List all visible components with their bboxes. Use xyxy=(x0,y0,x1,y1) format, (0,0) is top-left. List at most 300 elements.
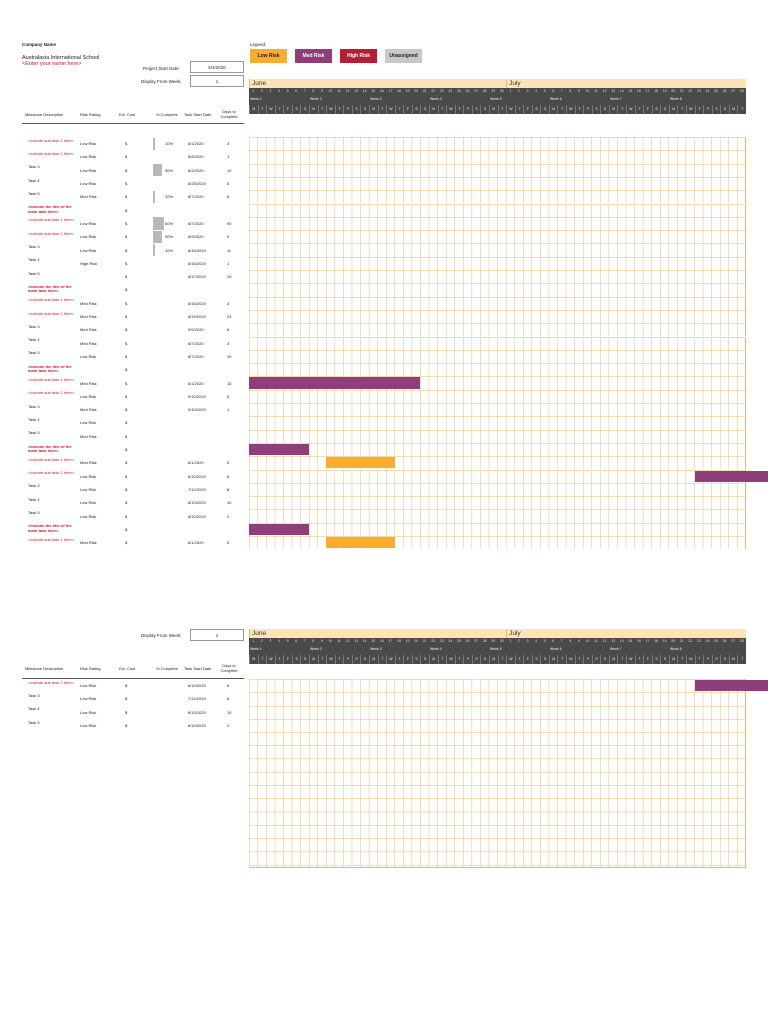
weekday-letter: M xyxy=(369,655,378,664)
est-cost[interactable]: $ xyxy=(125,709,128,715)
gantt-row-cells[interactable] xyxy=(249,190,746,203)
complete-bar xyxy=(153,191,155,203)
task-start-date[interactable]: 8/16/2020 xyxy=(188,300,206,306)
day-number: 22 xyxy=(688,639,693,643)
task-description[interactable]: <Include sub task 2 here> xyxy=(28,150,75,156)
task-row[interactable] xyxy=(22,297,746,310)
gantt-row-cells[interactable] xyxy=(249,310,746,323)
gantt-row-cells[interactable] xyxy=(249,337,746,350)
task-start-date[interactable]: 9/9/2020 xyxy=(188,327,204,333)
day-number: 13 xyxy=(611,89,616,93)
task-description[interactable]: Task 5 xyxy=(28,719,40,725)
task-description[interactable]: <Include sub task 2 here> xyxy=(28,390,75,396)
task-row[interactable] xyxy=(22,692,746,705)
task-description[interactable]: <Include the title of the main task here> xyxy=(28,283,72,294)
days-to-complete[interactable]: 24 xyxy=(227,314,232,320)
task-row[interactable] xyxy=(22,403,746,416)
task-row[interactable] xyxy=(22,470,746,483)
task-row[interactable] xyxy=(22,177,746,190)
task-start-date[interactable]: 8/7/2020 xyxy=(188,194,204,200)
gantt-row-cells[interactable] xyxy=(249,376,746,389)
day-number: 11 xyxy=(594,639,598,643)
gantt-row-cells[interactable] xyxy=(249,230,746,243)
task-description[interactable]: Task 5 xyxy=(28,510,40,516)
weekday-letter: W xyxy=(386,655,395,664)
risk-rating[interactable]: Low Risk xyxy=(80,154,97,160)
task-description[interactable]: <Include the title of the main task here> xyxy=(28,204,72,214)
gantt-row-cells[interactable] xyxy=(249,323,746,336)
risk-rating[interactable]: Med Risk xyxy=(80,300,97,306)
gantt-task-bar[interactable] xyxy=(326,537,395,548)
gantt-row-cells[interactable] xyxy=(249,257,746,270)
gantt-task-bar[interactable] xyxy=(695,680,768,691)
day-number: 12 xyxy=(345,89,350,93)
task-row[interactable] xyxy=(22,523,746,536)
day-number: 19 xyxy=(662,639,667,643)
days-to-complete[interactable]: 6 xyxy=(227,327,230,333)
task-description[interactable]: Task 5 xyxy=(28,190,40,196)
gantt-row-cells[interactable] xyxy=(249,297,746,310)
weekday-letter: T xyxy=(617,105,626,114)
task-row[interactable] xyxy=(22,679,746,692)
est-cost[interactable]: $ xyxy=(125,367,128,373)
task-row[interactable] xyxy=(22,150,746,163)
percent-complete[interactable]: 50% xyxy=(165,167,174,173)
weekday-letter: T xyxy=(677,655,686,664)
risk-rating[interactable]: Low Risk xyxy=(80,683,97,689)
task-row[interactable] xyxy=(22,337,746,350)
est-cost[interactable]: $ xyxy=(125,194,128,200)
days-to-complete[interactable]: 8 xyxy=(227,696,230,702)
your-name-field[interactable]: <Enter your name here> xyxy=(22,61,82,67)
task-row[interactable] xyxy=(22,164,746,177)
percent-complete[interactable]: 60% xyxy=(165,220,174,226)
day-number: 11 xyxy=(594,89,598,93)
risk-rating[interactable]: Med Risk xyxy=(80,314,97,320)
risk-rating[interactable]: Low Risk xyxy=(80,167,97,173)
days-to-complete[interactable]: 9 xyxy=(227,234,230,240)
est-cost[interactable]: $ xyxy=(125,486,128,492)
days-to-complete[interactable]: 11 xyxy=(227,247,232,253)
gantt-row-cells[interactable] xyxy=(249,483,746,496)
est-cost[interactable]: $ xyxy=(125,513,128,519)
weekday-letter: S xyxy=(532,105,541,114)
task-start-date[interactable]: 6/10/2020 xyxy=(188,683,206,689)
days-to-complete[interactable]: 2 xyxy=(227,513,230,519)
days-to-complete[interactable]: 90 xyxy=(227,220,232,226)
gantt-row-cells[interactable] xyxy=(249,416,746,429)
est-cost[interactable]: $ xyxy=(125,447,128,453)
task-start-date[interactable]: 8/9/2020 xyxy=(188,234,204,240)
day-number: 29 xyxy=(491,639,496,643)
risk-rating[interactable]: Low Risk xyxy=(80,473,97,479)
est-cost[interactable]: $ xyxy=(125,473,128,479)
task-description[interactable]: Task 5 xyxy=(28,270,40,276)
risk-rating[interactable]: Med Risk xyxy=(80,380,97,386)
task-row[interactable] xyxy=(22,456,746,469)
weekday-letter: T xyxy=(617,655,626,664)
est-cost[interactable]: $ xyxy=(125,141,128,147)
weekday-letter: M xyxy=(489,105,498,114)
complete-bar xyxy=(153,231,162,243)
day-number: 28 xyxy=(482,639,487,643)
gantt-row-cells[interactable] xyxy=(249,496,746,509)
days-to-complete[interactable]: 3 xyxy=(227,141,230,147)
col-milestone-2: Milestone Description xyxy=(25,666,64,671)
risk-rating[interactable]: Low Risk xyxy=(80,141,97,147)
risk-rating[interactable]: Med Risk xyxy=(80,407,97,413)
est-cost[interactable]: $ xyxy=(125,500,128,506)
risk-rating[interactable]: Med Risk xyxy=(80,340,97,346)
task-start-date[interactable]: 8/7/2020 xyxy=(188,220,204,226)
task-row[interactable] xyxy=(22,350,746,363)
est-cost[interactable]: $ xyxy=(125,154,128,160)
task-row[interactable] xyxy=(22,257,746,270)
est-cost[interactable]: $ xyxy=(125,207,128,213)
task-start-date[interactable]: 8/10/2020 xyxy=(188,500,206,506)
day-number: 3 xyxy=(269,639,272,643)
task-row[interactable] xyxy=(22,443,746,456)
gantt-row-cells[interactable] xyxy=(249,719,746,732)
percent-complete[interactable]: 10% xyxy=(165,141,174,147)
risk-rating[interactable]: Low Risk xyxy=(80,220,97,226)
week-label: Week 1 xyxy=(250,647,262,651)
task-start-date[interactable]: 8/10/2020 xyxy=(188,513,206,519)
gantt-task-bar[interactable] xyxy=(249,524,309,535)
risk-rating[interactable]: Med Risk xyxy=(80,540,97,546)
days-to-complete[interactable]: 3 xyxy=(227,340,230,346)
risk-rating[interactable]: Med Risk xyxy=(80,433,97,439)
gantt-row-cells[interactable] xyxy=(249,150,746,163)
task-row[interactable] xyxy=(22,536,746,549)
day-number: 13 xyxy=(354,89,359,93)
est-cost[interactable]: $ xyxy=(125,526,128,532)
est-cost[interactable]: $ xyxy=(125,380,128,386)
task-start-date[interactable]: 8/7/2020 xyxy=(188,340,204,346)
task-start-date[interactable]: 8/17/2020 xyxy=(188,274,206,280)
gantt-row-cells[interactable] xyxy=(249,509,746,522)
days-to-complete[interactable]: 10 xyxy=(227,167,232,173)
task-start-date[interactable]: 8/16/2020 xyxy=(188,260,206,266)
task-description[interactable]: Task 5 xyxy=(28,350,40,356)
task-start-date[interactable]: 6/1/2020 xyxy=(188,540,204,546)
task-description[interactable]: <Include sub task 2 here> xyxy=(28,310,75,316)
task-row[interactable] xyxy=(22,719,746,732)
task-row[interactable] xyxy=(22,243,746,256)
est-cost[interactable]: $ xyxy=(125,260,128,266)
est-cost[interactable]: $ xyxy=(125,433,128,439)
col-complete-2: % Complete xyxy=(156,666,178,671)
days-to-complete[interactable]: 6 xyxy=(227,473,230,479)
est-cost[interactable]: $ xyxy=(125,540,128,546)
task-description[interactable]: <Include sub task 1 here> xyxy=(28,297,75,303)
task-description[interactable]: <Include sub task 2 here> xyxy=(28,470,75,476)
weekday-letter: W xyxy=(506,105,515,114)
gantt-task-bar[interactable] xyxy=(695,471,768,482)
task-description[interactable]: <Include the title of the main task here> xyxy=(28,363,72,374)
task-description[interactable]: Task 5 xyxy=(28,430,40,436)
task-start-date[interactable]: 8/16/2020 xyxy=(188,247,206,253)
risk-rating[interactable]: Low Risk xyxy=(80,234,97,240)
day-number: 4 xyxy=(535,639,538,643)
risk-rating[interactable]: Med Risk xyxy=(80,327,97,333)
weekday-letter: S xyxy=(352,105,361,114)
gantt-row-cells[interactable] xyxy=(249,283,746,296)
day-number: 29 xyxy=(491,89,496,93)
day-number: 5 xyxy=(286,639,289,643)
percent-complete[interactable]: 10% xyxy=(165,194,174,200)
days-to-complete[interactable]: 5 xyxy=(227,393,230,399)
task-start-date[interactable]: 7/12/2020 xyxy=(188,696,206,702)
est-cost[interactable]: $ xyxy=(125,300,128,306)
task-row[interactable] xyxy=(22,270,746,283)
weekday-letter: S xyxy=(720,655,729,664)
day-number: 21 xyxy=(679,639,684,643)
task-start-date[interactable]: 8/8/2020 xyxy=(188,154,204,160)
day-number: 7 xyxy=(560,639,563,643)
task-description[interactable]: <Include sub task 1 here> xyxy=(28,137,75,143)
task-start-date[interactable]: 6/1/2020 xyxy=(188,460,204,466)
task-description[interactable]: Task 4 xyxy=(28,496,40,502)
est-cost[interactable]: $ xyxy=(125,220,128,226)
est-cost[interactable]: $ xyxy=(125,340,128,346)
est-cost[interactable]: $ xyxy=(125,274,128,280)
est-cost[interactable]: $ xyxy=(125,287,128,293)
weekday-letter: W xyxy=(686,105,695,114)
task-description[interactable]: Task 3 xyxy=(28,244,40,250)
task-description[interactable]: Task 3 xyxy=(28,403,40,409)
task-row[interactable] xyxy=(22,430,746,443)
legend xyxy=(250,49,430,63)
task-description[interactable]: Task 3 xyxy=(28,483,40,489)
days-to-complete[interactable]: 10 xyxy=(227,709,232,715)
task-row[interactable] xyxy=(22,230,746,243)
task-row[interactable] xyxy=(22,390,746,403)
task-row[interactable] xyxy=(22,283,746,296)
weekday-letter: T xyxy=(275,655,284,664)
days-to-complete[interactable]: 26 xyxy=(227,274,232,280)
gantt-row-cells[interactable] xyxy=(249,363,746,376)
risk-rating[interactable]: Low Risk xyxy=(80,696,97,702)
est-cost[interactable]: $ xyxy=(125,234,128,240)
task-description[interactable]: <Include the title of the main task here> xyxy=(28,443,72,454)
task-description[interactable]: <Include sub task 2 here> xyxy=(28,230,75,236)
day-number: 4 xyxy=(278,639,280,643)
days-to-complete[interactable]: 6 xyxy=(227,683,230,689)
days-to-complete[interactable]: 5 xyxy=(227,460,230,466)
task-start-date[interactable]: 8/1/2020 xyxy=(188,141,204,147)
weekday-letter: S xyxy=(292,105,301,114)
gantt-row-cells[interactable] xyxy=(249,470,746,483)
day-number: 12 xyxy=(602,639,607,643)
gantt-row-cells[interactable] xyxy=(249,204,746,217)
percent-complete[interactable]: 50% xyxy=(165,234,174,240)
day-number: 26 xyxy=(722,639,727,643)
gantt-task-bar[interactable] xyxy=(326,457,395,468)
gantt-row-cells[interactable] xyxy=(249,523,746,536)
gantt-row-cells[interactable] xyxy=(249,243,746,256)
weekday-letter: W xyxy=(326,105,335,114)
est-cost[interactable]: $ xyxy=(125,723,128,729)
weekday-letter: S xyxy=(592,105,601,114)
task-start-date[interactable]: 8/19/2020 xyxy=(188,314,206,320)
gantt-row-cells[interactable] xyxy=(249,692,746,705)
task-row[interactable] xyxy=(22,217,746,230)
task-description[interactable]: Task 4 xyxy=(28,416,40,422)
days-to-complete[interactable]: 4 xyxy=(227,300,230,306)
est-cost[interactable]: $ xyxy=(125,353,128,359)
weekday-letter: F xyxy=(583,655,592,664)
task-description[interactable]: <Include sub task 1 here> xyxy=(28,377,75,383)
task-start-date[interactable]: 9/10/2020 xyxy=(188,407,206,413)
weekday-letter: T xyxy=(438,105,447,114)
task-start-date[interactable]: 8/10/2020 xyxy=(188,709,206,715)
est-cost[interactable]: $ xyxy=(125,407,128,413)
est-cost[interactable]: $ xyxy=(125,181,128,187)
project-start-input[interactable]: 6/1/2020 xyxy=(190,61,244,73)
risk-rating[interactable]: Low Risk xyxy=(80,486,97,492)
est-cost[interactable]: $ xyxy=(125,696,128,702)
task-start-date[interactable]: 9/10/2020 xyxy=(188,393,206,399)
est-cost[interactable]: $ xyxy=(125,247,128,253)
task-row[interactable] xyxy=(22,483,746,496)
risk-rating[interactable]: Low Risk xyxy=(80,393,97,399)
days-to-complete[interactable]: 15 xyxy=(227,380,232,386)
task-start-date[interactable]: 8/2/2020 xyxy=(188,167,204,173)
task-row[interactable] xyxy=(22,190,746,203)
est-cost[interactable]: $ xyxy=(125,460,128,466)
task-start-date[interactable]: 6/1/2020 xyxy=(188,380,204,386)
day-number: 19 xyxy=(662,89,667,93)
day-number: 20 xyxy=(671,89,676,93)
days-to-complete[interactable]: 6 xyxy=(227,194,230,200)
percent-complete[interactable]: 10% xyxy=(165,247,174,253)
gantt-row-cells[interactable] xyxy=(249,706,746,719)
task-description[interactable]: Task 3 xyxy=(28,164,40,170)
risk-rating[interactable]: Med Risk xyxy=(80,194,97,200)
day-number: 14 xyxy=(619,639,624,643)
gantt-row-cells[interactable] xyxy=(249,679,746,692)
est-cost[interactable]: $ xyxy=(125,327,128,333)
days-to-complete[interactable]: 5 xyxy=(227,181,230,187)
risk-rating[interactable]: Low Risk xyxy=(80,723,97,729)
task-description[interactable]: Task 4 xyxy=(28,706,40,712)
day-number: 1 xyxy=(252,89,255,93)
day-number: 10 xyxy=(585,89,590,93)
risk-rating[interactable]: Low Risk xyxy=(80,513,97,519)
gantt-row-cells[interactable] xyxy=(249,456,746,469)
task-description[interactable]: Task 4 xyxy=(28,337,40,343)
gantt-row-cells[interactable] xyxy=(249,164,746,177)
days-to-complete[interactable]: 8 xyxy=(227,486,230,492)
risk-rating[interactable]: Low Risk xyxy=(80,420,97,426)
task-start-date[interactable]: 8/10/2020 xyxy=(188,723,206,729)
weekday-letter: T xyxy=(498,105,507,114)
day-number: 17 xyxy=(645,639,650,643)
risk-rating[interactable]: Low Risk xyxy=(80,353,97,359)
risk-rating[interactable]: Low Risk xyxy=(80,500,97,506)
task-row[interactable] xyxy=(22,310,746,323)
task-description[interactable]: <Include sub task 1 here> xyxy=(28,456,75,462)
gantt-row-cells[interactable] xyxy=(249,270,746,283)
days-to-complete[interactable]: 1 xyxy=(227,154,230,160)
weekday-letter: S xyxy=(472,105,481,114)
days-to-complete[interactable]: 5 xyxy=(227,540,230,546)
task-row[interactable] xyxy=(22,137,746,150)
est-cost[interactable]: $ xyxy=(125,420,128,426)
task-description[interactable]: <Include sub task 1 here> xyxy=(28,536,75,542)
gantt-row-cells[interactable] xyxy=(249,177,746,190)
task-row[interactable] xyxy=(22,496,746,509)
risk-rating[interactable]: Med Risk xyxy=(80,460,97,466)
gantt-row-cells[interactable] xyxy=(249,443,746,456)
risk-rating[interactable]: Low Risk xyxy=(80,181,97,187)
display-week-input-2[interactable]: 1 xyxy=(190,629,244,641)
gantt-row-cells[interactable] xyxy=(249,390,746,403)
week-label: Week 3 xyxy=(369,647,382,651)
weekday-letter: F xyxy=(463,655,472,664)
gantt-row-cells[interactable] xyxy=(249,536,746,549)
risk-rating[interactable]: Low Risk xyxy=(80,709,97,715)
days-to-complete[interactable]: 19 xyxy=(227,353,232,359)
col-days: Days to Complete xyxy=(220,109,238,119)
task-description[interactable]: <Include sub task 2 here> xyxy=(28,679,75,685)
gantt-row-cells[interactable] xyxy=(249,137,746,150)
task-row[interactable] xyxy=(22,509,746,522)
days-to-complete[interactable]: 1 xyxy=(227,260,230,266)
risk-rating[interactable]: Low Risk xyxy=(80,247,97,253)
gantt-row-cells[interactable] xyxy=(249,403,746,416)
task-start-date[interactable]: 7/12/2020 xyxy=(188,486,206,492)
gantt-task-bar[interactable] xyxy=(249,444,309,455)
est-cost[interactable]: $ xyxy=(125,167,128,173)
task-start-date[interactable]: 6/10/2020 xyxy=(188,473,206,479)
task-row[interactable] xyxy=(22,204,746,217)
day-number: 5 xyxy=(543,639,546,643)
gantt-row-cells[interactable] xyxy=(249,350,746,363)
gantt-row-cells[interactable] xyxy=(249,217,746,230)
days-to-complete[interactable]: 10 xyxy=(227,500,232,506)
task-row[interactable] xyxy=(22,323,746,336)
task-description[interactable]: <Include sub task 1 here> xyxy=(28,217,75,223)
display-week-input[interactable]: 1 xyxy=(190,75,244,87)
days-to-complete[interactable]: 1 xyxy=(227,407,230,413)
task-description[interactable]: Task 3 xyxy=(28,692,40,698)
task-start-date[interactable]: 8/25/2020 xyxy=(188,181,206,187)
gantt-row-cells[interactable] xyxy=(249,430,746,443)
day-number: 17 xyxy=(645,89,650,93)
task-description[interactable]: Task 3 xyxy=(28,323,40,329)
risk-rating[interactable]: High Risk xyxy=(80,260,98,266)
task-row[interactable] xyxy=(22,416,746,429)
task-description[interactable]: <Include the title of the main task here> xyxy=(28,523,72,533)
task-row[interactable] xyxy=(22,363,746,376)
task-row[interactable] xyxy=(22,706,746,719)
weekday-letter: S xyxy=(652,105,661,114)
weekday-letter: W xyxy=(266,105,275,114)
gantt-task-bar[interactable] xyxy=(249,377,420,388)
weekday-letter: M xyxy=(669,105,678,114)
day-number: 28 xyxy=(482,89,487,93)
days-to-complete[interactable]: 2 xyxy=(227,723,230,729)
task-row[interactable] xyxy=(22,376,746,389)
est-cost[interactable]: $ xyxy=(125,393,128,399)
task-description[interactable]: Task 4 xyxy=(28,257,40,263)
task-start-date[interactable]: 8/7/2020 xyxy=(188,353,204,359)
task-description[interactable]: Task 4 xyxy=(28,177,40,183)
est-cost[interactable]: $ xyxy=(125,683,128,689)
est-cost[interactable]: $ xyxy=(125,314,128,320)
